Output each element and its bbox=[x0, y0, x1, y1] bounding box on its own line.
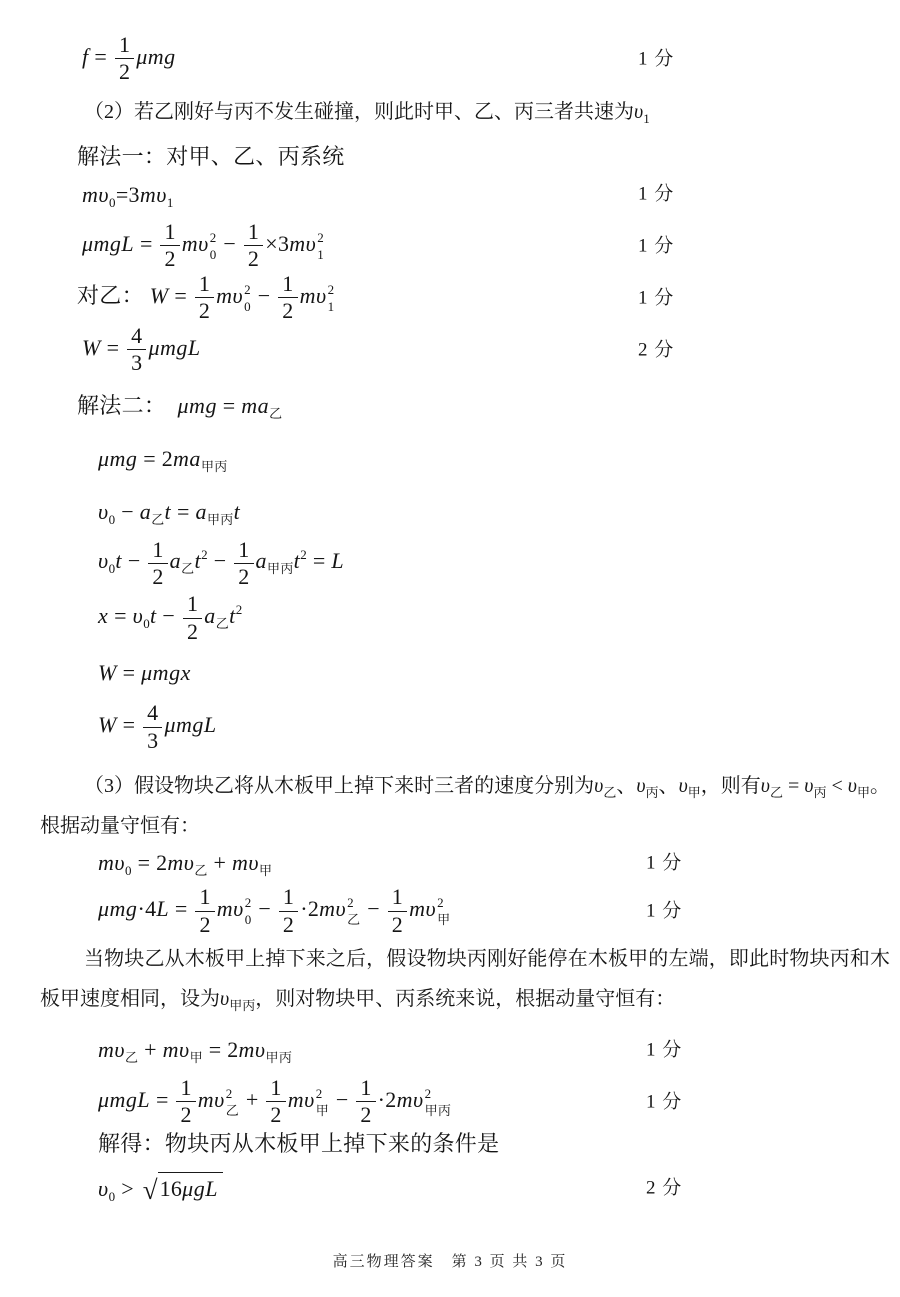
formula: f = $\frac{1}{2}$ μmg bbox=[82, 32, 176, 85]
formula: μmgL = $\frac{1}{2}$ mυ 2 乙 + $\frac{1}{2}$ mυ 2 甲 − $\frac{1}{2}$ ·2mυ 2 甲丙 bbox=[98, 1075, 452, 1128]
formula: $x = \upsilon_0t$ − $\frac{1}{2}$ $a_乙t^2$ bbox=[98, 591, 243, 644]
eq-work-value2 bbox=[0, 702, 900, 752]
score-mark: 2 分 bbox=[638, 339, 675, 361]
para-bing-stops: 当物块乙从木板甲上掉下来之后，假设物块丙刚好能停在木板甲的左端，即此时物块丙和木板甲速度相同，设为$\upsilon_{甲丙}$，则对物块甲、丙系统来说，根据动量守恒有： bbox=[40, 948, 890, 1013]
formula: $\upsilon_0 > √16\mu gL$ bbox=[98, 1176, 223, 1201]
score-mark: 1 分 bbox=[638, 287, 675, 309]
eq-yi-displacement bbox=[0, 593, 900, 643]
eq-p3-energy2 bbox=[0, 1077, 900, 1127]
page-footer: 高三物理答案 第 3 页 共 3 页 bbox=[332, 1254, 568, 1270]
eq-work-value bbox=[0, 322, 900, 376]
eq-work-on-yi bbox=[0, 270, 900, 324]
eq-p3-momentum bbox=[0, 848, 900, 877]
eq-final-condition bbox=[0, 1172, 900, 1205]
formula: $m\upsilon_乙 + m\upsilon_甲 = 2m\upsilon_{甲丙}$ bbox=[98, 1037, 293, 1065]
formula: 对乙： W = $\frac{1}{2}$ mυ 2 0 − $\frac{1}{2}$ mυ 2 1 bbox=[77, 270, 335, 324]
formula: W = μmgx bbox=[98, 660, 191, 686]
eq-work-x bbox=[0, 658, 900, 687]
eq-m1-energy bbox=[0, 218, 900, 272]
score-mark: 1 分 bbox=[638, 48, 675, 70]
formula: $\upsilon_0 - a_乙t = a_{甲丙}t$ bbox=[98, 498, 241, 527]
formula: $m\upsilon_0=3m\upsilon_1$ bbox=[82, 181, 174, 210]
formula: W = $\frac{4}{3}$ μmgL bbox=[82, 322, 201, 376]
eq-common-speed-time bbox=[0, 497, 900, 526]
score-mark: 1 分 bbox=[646, 1091, 683, 1113]
formula: 解法二： $\mu mg = ma_乙$ bbox=[77, 392, 283, 421]
formula: μmgL = $\frac{1}{2}$ mυ 2 0 − $\frac{1}{2}$ ×3mυ 2 1 bbox=[82, 218, 325, 272]
score-mark: 2 分 bbox=[646, 1177, 683, 1199]
para-part3: （3）假设物块乙将从木板甲上掉下来时三者的速度分别为$\upsilon_乙$、$\upsilon_丙$、$\upsilon_甲$，则有$\upsilon_乙 = \upsilon_丙 < \upsilon_甲$。根据动量守恒有： bbox=[40, 775, 890, 838]
formula: μmg·4L = $\frac{1}{2}$ mυ 2 0 − $\frac{1}{2}$ ·2mυ 2 乙 − $\frac{1}{2}$ mυ 2 甲 bbox=[98, 884, 451, 937]
para-part2: （2）若乙刚好与丙不发生碰撞，则此时甲、乙、丙三者共速为$\upsilon_1$ bbox=[84, 100, 650, 126]
eq-m1-momentum bbox=[0, 180, 900, 209]
conclusion-line bbox=[0, 1129, 900, 1158]
score-mark: 1 分 bbox=[646, 1039, 683, 1060]
score-mark: 1 分 bbox=[646, 852, 683, 874]
text-line: 解法一：对甲、乙、丙系统 bbox=[77, 143, 345, 169]
formula: W = $\frac{4}{3}$ μmgL bbox=[98, 700, 217, 753]
formula: $\mu mg = 2ma_{甲丙}$ bbox=[98, 445, 228, 474]
score-mark: 1 分 bbox=[638, 235, 675, 257]
eq-p3-momentum2 bbox=[0, 1035, 900, 1064]
method2-header-eq bbox=[0, 391, 900, 420]
formula: $\upsilon_0t$ − $\frac{1}{2}$ $a_乙t^2$ − $\frac{1}{2}$ $a_{甲丙}t^2 = L$ bbox=[98, 536, 345, 589]
eq-p3-energy bbox=[0, 886, 900, 936]
formula: $m\upsilon_0 = 2m\upsilon_乙 + m\upsilon_甲$ bbox=[98, 850, 273, 879]
eq-friction bbox=[0, 34, 900, 84]
method1-header bbox=[0, 142, 900, 171]
eq-newton-jiabing bbox=[0, 444, 900, 473]
score-mark: 1 分 bbox=[646, 900, 683, 922]
text-line: 解得：物块丙从木板甲上掉下来的条件是 bbox=[98, 1130, 500, 1156]
score-mark: 1 分 bbox=[638, 183, 675, 205]
eq-relative-displacement bbox=[0, 536, 900, 589]
